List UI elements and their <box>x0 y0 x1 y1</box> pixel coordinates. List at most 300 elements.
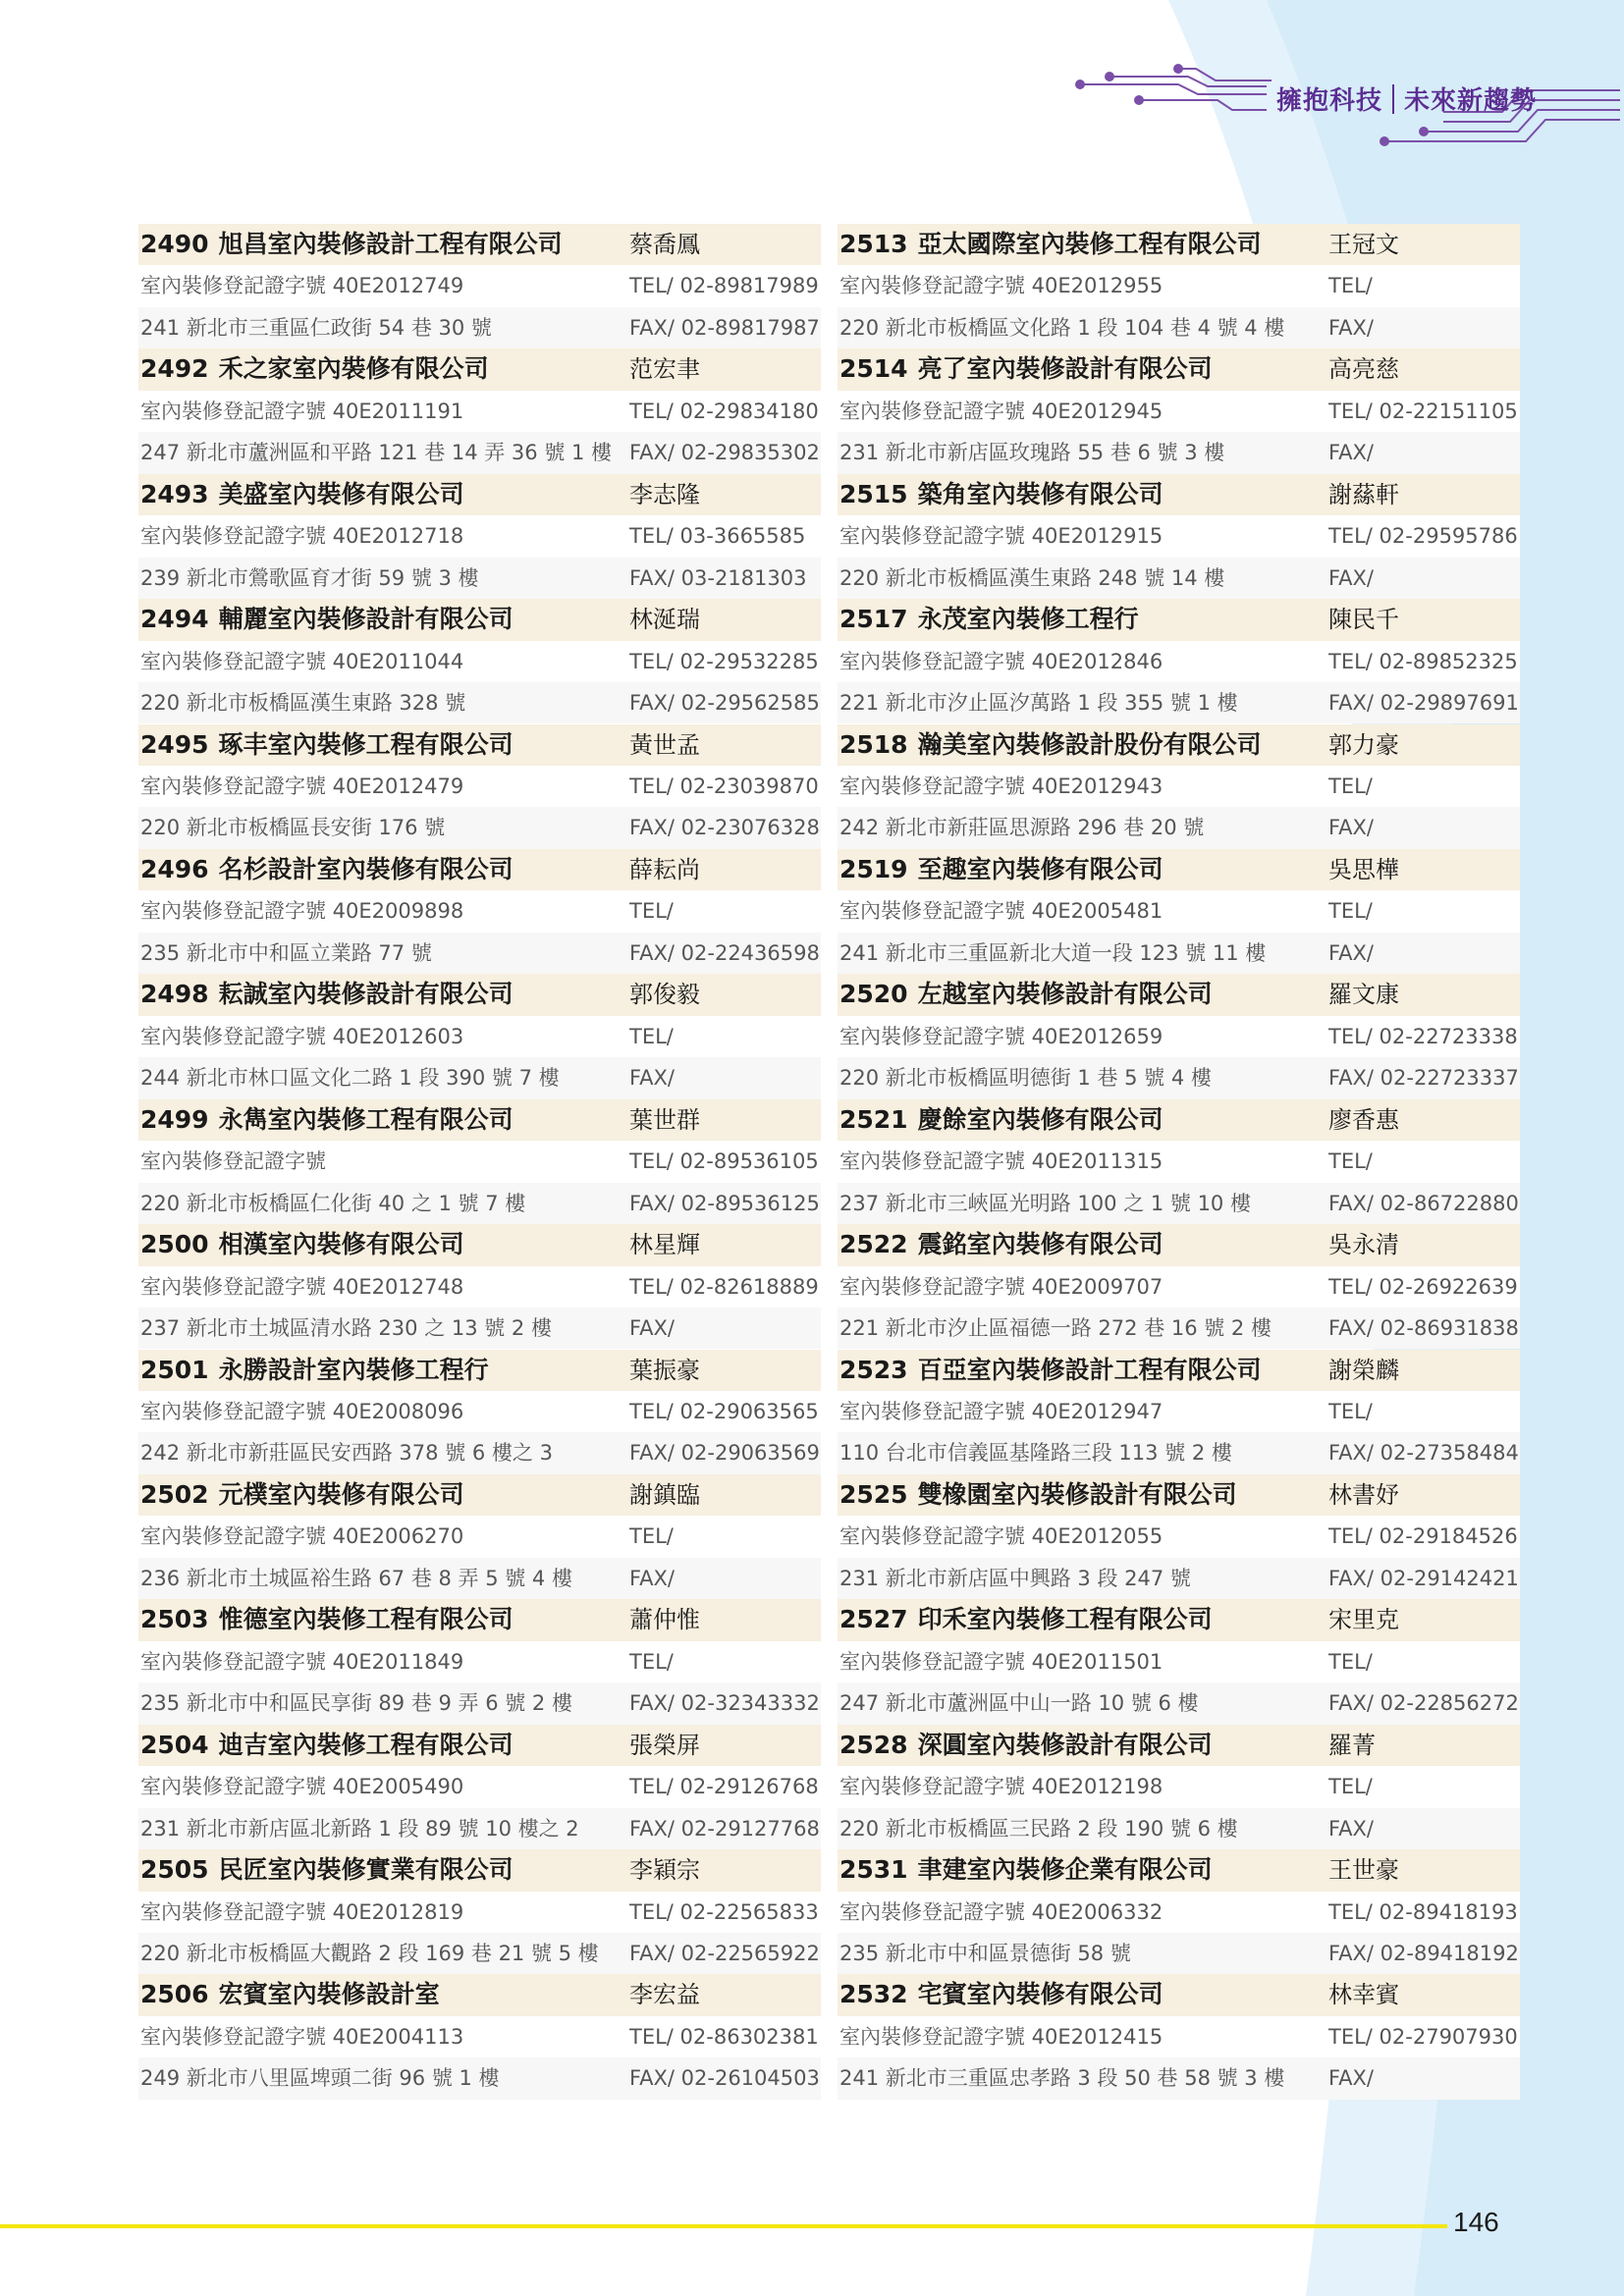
license-row <box>138 1766 821 1807</box>
company-name-row <box>838 1224 1520 1265</box>
tel-number: TEL/ <box>629 1024 674 1048</box>
license-number: 室內裝修登記證字號 40E2012947 <box>839 1399 1164 1423</box>
company-name: 亞太國際室內裝修工程有限公司 <box>917 230 1262 258</box>
address-row <box>838 2057 1520 2099</box>
company-entry <box>138 599 821 723</box>
license-number: 室內裝修登記證字號 40E2012415 <box>839 2024 1164 2049</box>
entry-number: 2504 <box>140 1730 209 1759</box>
company-entry <box>138 724 821 849</box>
company-entry <box>838 1599 1520 1724</box>
company-title <box>839 724 1321 766</box>
company-entry <box>838 849 1520 974</box>
contact-person: 羅菁 <box>1328 1731 1376 1759</box>
license-row <box>838 1892 1520 1933</box>
tel-number: TEL/ 02-29126768 <box>629 1775 819 1799</box>
license-row <box>838 2016 1520 2057</box>
fax-number: FAX/ 02-89418192 <box>1328 1941 1519 1965</box>
company-name: 惟德室內裝修工程有限公司 <box>218 1605 514 1634</box>
company-entry <box>138 1849 821 1974</box>
address-row <box>138 307 821 348</box>
address-row <box>138 1558 821 1599</box>
license-number: 室內裝修登記證字號 40E2011849 <box>140 1649 464 1674</box>
license-row <box>138 641 821 682</box>
contact-person: 張榮屏 <box>629 1731 700 1759</box>
entry-number: 2519 <box>839 854 908 883</box>
company-title <box>140 1224 622 1265</box>
fax-number: FAX/ 03-2181303 <box>629 565 807 590</box>
company-entry <box>838 724 1520 849</box>
license-number: 室內裝修登記證字號 40E2012915 <box>839 524 1164 549</box>
entry-number: 2515 <box>839 479 908 508</box>
contact-person: 林涎瑞 <box>629 606 700 634</box>
fax-number: FAX/ <box>629 1066 675 1091</box>
license-row <box>138 1016 821 1057</box>
tel-number: TEL/ 02-23039870 <box>629 774 819 798</box>
license-row <box>838 1266 1520 1308</box>
license-number: 室內裝修登記證字號 40E2012659 <box>839 1024 1164 1048</box>
company-entry <box>838 1849 1520 1974</box>
contact-person: 黃世孟 <box>629 730 700 759</box>
tel-number: TEL/ 02-26922639 <box>1328 1274 1518 1299</box>
address-row <box>838 1308 1520 1349</box>
address-row <box>838 1808 1520 1849</box>
company-name: 慶餘室內裝修有限公司 <box>917 1104 1164 1134</box>
tel-number: TEL/ 02-22723338 <box>1328 1024 1518 1048</box>
company-title <box>839 599 1321 640</box>
entry-number: 2502 <box>140 1479 209 1509</box>
license-row <box>138 890 821 932</box>
entry-number: 2501 <box>140 1355 209 1384</box>
company-entry <box>838 1725 1520 1849</box>
company-name: 百亞室內裝修設計工程有限公司 <box>917 1355 1262 1384</box>
license-number: 室內裝修登記證字號 40E2011501 <box>839 1649 1164 1674</box>
company-address: 247 新北市蘆洲區中山一路 10 號 6 樓 <box>839 1691 1199 1716</box>
company-name-row <box>838 1099 1520 1141</box>
company-entry <box>138 224 821 348</box>
address-row <box>838 1432 1520 1473</box>
entry-number: 2523 <box>839 1355 908 1384</box>
company-title <box>140 1099 622 1141</box>
license-number: 室內裝修登記證字號 40E2012603 <box>140 1024 464 1048</box>
tel-number: TEL/ <box>629 1649 674 1674</box>
tel-number: TEL/ 02-82618889 <box>629 1274 819 1299</box>
header-separator <box>1392 84 1394 114</box>
company-entry <box>138 849 821 974</box>
fax-number: FAX/ <box>1328 816 1374 840</box>
contact-person: 王冠文 <box>1328 231 1399 258</box>
tel-number: TEL/ 02-29595786 <box>1328 524 1518 549</box>
company-name-row <box>138 224 821 265</box>
fax-number: FAX/ <box>1328 565 1374 590</box>
company-address: 241 新北市三重區新北大道一段 123 號 11 樓 <box>839 940 1267 965</box>
company-title <box>839 1974 1321 2015</box>
company-entry <box>838 1099 1520 1224</box>
company-address: 249 新北市八里區埤頭二街 96 號 1 樓 <box>140 2066 500 2091</box>
entry-number: 2492 <box>140 354 209 384</box>
company-entry <box>838 974 1520 1098</box>
company-name: 雙橡園室內裝修設計有限公司 <box>917 1479 1237 1509</box>
address-row <box>138 1933 821 1974</box>
company-name-row <box>138 474 821 515</box>
company-title <box>140 599 622 640</box>
company-name: 民匠室內裝修實業有限公司 <box>218 1855 514 1885</box>
license-row <box>838 766 1520 807</box>
entry-number: 2527 <box>839 1605 908 1634</box>
tel-number: TEL/ <box>1328 1775 1373 1799</box>
address-row <box>138 933 821 974</box>
company-entry <box>838 1350 1520 1474</box>
company-address: 236 新北市土城區裕生路 67 巷 8 弄 5 號 4 樓 <box>140 1566 572 1590</box>
entry-number: 2514 <box>839 354 908 384</box>
contact-person: 葉振豪 <box>629 1356 700 1384</box>
address-row <box>838 682 1520 723</box>
entry-number: 2506 <box>140 1980 209 2009</box>
tel-number: TEL/ <box>629 899 674 924</box>
license-number: 室內裝修登記證字號 40E2005490 <box>140 1775 464 1799</box>
license-number: 室內裝修登記證字號 40E2008096 <box>140 1399 464 1423</box>
license-row <box>838 1391 1520 1432</box>
company-address: 220 新北市板橋區漢生東路 248 號 14 樓 <box>839 565 1225 590</box>
entry-number: 2498 <box>140 980 209 1009</box>
company-title <box>140 224 622 265</box>
company-name: 瀚美室內裝修設計股份有限公司 <box>917 729 1262 759</box>
entry-number: 2520 <box>839 980 908 1009</box>
company-name-row <box>838 724 1520 766</box>
tel-number: TEL/ <box>1328 1649 1373 1674</box>
tel-number: TEL/ 02-29184526 <box>1328 1524 1518 1549</box>
contact-person: 薛耘尚 <box>629 855 700 883</box>
fax-number: FAX/ <box>1328 2066 1374 2091</box>
directory-column-left <box>138 224 821 2100</box>
company-title <box>140 1725 622 1766</box>
company-address: 237 新北市土城區清水路 230 之 13 號 2 樓 <box>140 1316 552 1340</box>
fax-number: FAX/ 02-29063569 <box>629 1441 820 1466</box>
fax-number: FAX/ 02-23076328 <box>629 816 820 840</box>
entry-number: 2500 <box>140 1230 209 1259</box>
company-name: 禾之家室內裝修有限公司 <box>218 354 489 384</box>
company-title <box>839 348 1321 390</box>
tel-number: TEL/ 02-22151105 <box>1328 399 1518 423</box>
tel-number: TEL/ 02-29532285 <box>629 649 819 673</box>
company-entry <box>838 224 1520 348</box>
company-address: 235 新北市中和區景德街 58 號 <box>839 1941 1131 1965</box>
license-number: 室內裝修登記證字號 40E2012055 <box>839 1524 1164 1549</box>
license-row <box>138 1266 821 1308</box>
contact-person: 李志隆 <box>629 480 700 508</box>
company-name: 深圓室內裝修設計有限公司 <box>917 1730 1213 1759</box>
entry-number: 2531 <box>839 1855 908 1885</box>
tel-number: TEL/ 02-89536105 <box>629 1149 819 1174</box>
tel-number: TEL/ <box>1328 1149 1373 1174</box>
company-title <box>140 724 622 766</box>
company-name: 聿建室內裝修企業有限公司 <box>917 1855 1213 1885</box>
entry-number: 2494 <box>140 605 209 634</box>
header-title-left: 擁抱科技 <box>1276 86 1383 116</box>
entry-number: 2517 <box>839 605 908 634</box>
address-row <box>838 558 1520 599</box>
license-row <box>838 1641 1520 1682</box>
license-number: 室內裝修登記證字號 40E2012748 <box>140 1274 464 1299</box>
contact-person: 林星輝 <box>629 1231 700 1259</box>
address-row <box>138 1183 821 1224</box>
company-name-row <box>838 348 1520 390</box>
entry-number: 2522 <box>839 1230 908 1259</box>
company-entry <box>838 1474 1520 1599</box>
fax-number: FAX/ <box>629 1316 675 1340</box>
company-name: 至趣室內裝修有限公司 <box>917 854 1164 883</box>
company-entry <box>138 1974 821 2099</box>
company-name-row <box>138 1350 821 1391</box>
company-entry <box>138 474 821 599</box>
company-title <box>839 1350 1321 1391</box>
license-row <box>838 1016 1520 1057</box>
company-name: 宅賓室內裝修有限公司 <box>917 1980 1164 2009</box>
company-name: 築角室內裝修有限公司 <box>917 479 1164 508</box>
tel-number: TEL/ 02-89852325 <box>1328 649 1518 673</box>
tel-number: TEL/ <box>1328 899 1373 924</box>
company-name-row <box>138 1474 821 1516</box>
company-entry <box>138 1725 821 1849</box>
company-title <box>140 474 622 515</box>
entry-number: 2493 <box>140 479 209 508</box>
license-row <box>838 1766 1520 1807</box>
company-name-row <box>138 599 821 640</box>
company-title <box>140 1350 622 1391</box>
license-number: 室內裝修登記證字號 40E2012846 <box>839 649 1164 673</box>
company-name-row <box>838 474 1520 515</box>
contact-person: 蔡喬鳳 <box>629 231 700 258</box>
company-name: 名杉設計室內裝修有限公司 <box>218 854 514 883</box>
entry-number: 2518 <box>839 729 908 759</box>
address-row <box>838 1933 1520 1974</box>
company-name: 永雋室內裝修工程有限公司 <box>218 1104 514 1134</box>
entry-number: 2532 <box>839 1980 908 2009</box>
company-address: 220 新北市板橋區明德街 1 巷 5 號 4 樓 <box>839 1066 1212 1091</box>
address-row <box>138 2057 821 2099</box>
fax-number: FAX/ <box>1328 1816 1374 1841</box>
company-title <box>839 1725 1321 1766</box>
contact-person: 王世豪 <box>1328 1856 1399 1885</box>
company-name: 永勝設計室內裝修工程行 <box>218 1355 489 1384</box>
company-name-row <box>838 974 1520 1015</box>
directory-column-right <box>838 224 1520 2100</box>
company-address: 235 新北市中和區民享街 89 巷 9 弄 6 號 2 樓 <box>140 1691 572 1716</box>
entry-number: 2496 <box>140 854 209 883</box>
company-address: 231 新北市新店區中興路 3 段 247 號 <box>839 1566 1191 1590</box>
fax-number: FAX/ <box>1328 315 1374 340</box>
fax-number: FAX/ <box>1328 441 1374 465</box>
contact-person: 陳民千 <box>1328 606 1399 634</box>
company-entry <box>138 1099 821 1224</box>
entry-number: 2525 <box>839 1479 908 1509</box>
company-entry <box>138 1224 821 1349</box>
company-name: 印禾室內裝修工程有限公司 <box>917 1605 1213 1634</box>
company-address: 239 新北市鶯歌區育才街 59 號 3 樓 <box>140 565 479 590</box>
address-row <box>138 1808 821 1849</box>
company-title <box>839 1474 1321 1516</box>
company-address: 221 新北市汐止區福德一路 272 巷 16 號 2 樓 <box>839 1316 1272 1340</box>
address-row <box>838 1682 1520 1724</box>
license-row <box>138 391 821 432</box>
license-number: 室內裝修登記證字號 40E2012943 <box>839 774 1164 798</box>
address-row <box>138 1057 821 1098</box>
contact-person: 葉世群 <box>629 1105 700 1134</box>
fax-number: FAX/ <box>629 1566 675 1590</box>
license-row <box>138 1641 821 1682</box>
company-entry <box>138 1350 821 1474</box>
license-number: 室內裝修登記證字號 40E2012955 <box>839 274 1164 298</box>
company-address: 221 新北市汐止區汐萬路 1 段 355 號 1 樓 <box>839 691 1238 716</box>
company-name: 美盛室內裝修有限公司 <box>218 479 464 508</box>
contact-person: 李穎宗 <box>629 1856 700 1885</box>
company-name-row <box>138 1725 821 1766</box>
company-entry <box>838 348 1520 473</box>
license-number: 室內裝修登記證字號 40E2011044 <box>140 649 464 673</box>
company-title <box>839 1599 1321 1640</box>
license-row <box>138 265 821 306</box>
contact-person: 宋里克 <box>1328 1606 1399 1634</box>
company-entry <box>138 974 821 1098</box>
company-address: 220 新北市板橋區長安街 176 號 <box>140 816 446 840</box>
fax-number: FAX/ 02-29142421 <box>1328 1566 1519 1590</box>
company-title <box>140 1599 622 1640</box>
company-name-row <box>838 1725 1520 1766</box>
company-address: 220 新北市板橋區三民路 2 段 190 號 6 樓 <box>839 1816 1238 1841</box>
company-name: 琢丰室內裝修工程有限公司 <box>218 729 514 759</box>
company-name-row <box>838 1849 1520 1891</box>
license-number: 室內裝修登記證字號 40E2012479 <box>140 774 464 798</box>
fax-number: FAX/ 02-29835302 <box>629 441 820 465</box>
address-row <box>838 1558 1520 1599</box>
company-name-row <box>138 1974 821 2015</box>
fax-number: FAX/ 02-89536125 <box>629 1191 820 1215</box>
license-number: 室內裝修登記證字號 40E2009898 <box>140 899 464 924</box>
company-name: 旭昌室內裝修設計工程有限公司 <box>218 230 563 258</box>
license-number: 室內裝修登記證字號 40E2011191 <box>140 399 464 423</box>
company-address: 247 新北市蘆洲區和平路 121 巷 14 弄 36 號 1 樓 <box>140 441 613 465</box>
address-row <box>838 307 1520 348</box>
fax-number: FAX/ 02-29127768 <box>629 1816 820 1841</box>
company-address: 231 新北市新店區玫瑰路 55 巷 6 號 3 樓 <box>839 441 1225 465</box>
company-name-row <box>838 1350 1520 1391</box>
address-row <box>138 1432 821 1473</box>
company-address: 242 新北市新莊區民安西路 378 號 6 樓之 3 <box>140 1441 553 1466</box>
company-name-row <box>138 348 821 390</box>
entry-number: 2495 <box>140 729 209 759</box>
fax-number: FAX/ 02-27358484 <box>1328 1441 1519 1466</box>
license-row <box>138 766 821 807</box>
address-row <box>138 1682 821 1724</box>
contact-person: 范宏聿 <box>629 355 700 384</box>
fax-number: FAX/ 02-22436598 <box>629 940 820 965</box>
fax-number: FAX/ 02-29562585 <box>629 691 820 716</box>
address-row <box>138 807 821 848</box>
company-address: 244 新北市林口區文化二路 1 段 390 號 7 樓 <box>140 1066 560 1091</box>
contact-person: 高亮慈 <box>1328 355 1399 384</box>
company-entry <box>138 348 821 473</box>
contact-person: 羅文康 <box>1328 981 1399 1009</box>
license-row <box>838 641 1520 682</box>
company-title <box>140 348 622 390</box>
company-entry <box>838 1224 1520 1349</box>
contact-person: 謝鎮臨 <box>629 1480 700 1509</box>
company-address: 110 台北市信義區基隆路三段 113 號 2 樓 <box>839 1441 1232 1466</box>
company-address: 220 新北市板橋區大觀路 2 段 169 巷 21 號 5 樓 <box>140 1941 599 1965</box>
license-number: 室內裝修登記證字號 40E2004113 <box>140 2024 464 2049</box>
company-name-row <box>138 1599 821 1640</box>
entry-number: 2499 <box>140 1104 209 1134</box>
company-entry <box>138 1474 821 1599</box>
license-number: 室內裝修登記證字號 40E2006332 <box>839 1899 1164 1924</box>
company-title <box>839 1224 1321 1265</box>
license-row <box>838 265 1520 306</box>
contact-person: 李宏益 <box>629 1981 700 2009</box>
tel-number: TEL/ 02-89817989 <box>629 274 819 298</box>
fax-number: FAX/ 02-22723337 <box>1328 1066 1519 1091</box>
fax-number: FAX/ 02-26104503 <box>629 2066 820 2091</box>
address-row <box>138 682 821 723</box>
company-address: 231 新北市新店區北新路 1 段 89 號 10 樓之 2 <box>140 1816 579 1841</box>
company-name: 宏賓室內裝修設計室 <box>218 1980 440 2009</box>
company-name-row <box>138 724 821 766</box>
company-title <box>839 974 1321 1015</box>
footer-line <box>0 2224 1447 2228</box>
license-row <box>138 515 821 557</box>
license-row <box>138 2016 821 2057</box>
address-row <box>838 807 1520 848</box>
fax-number: FAX/ 02-32343332 <box>629 1691 820 1716</box>
tel-number: TEL/ <box>1328 1399 1373 1423</box>
license-number: 室內裝修登記證字號 40E2005481 <box>839 899 1164 924</box>
company-address: 235 新北市中和區立業路 77 號 <box>140 940 432 965</box>
fax-number: FAX/ 02-22565922 <box>629 1941 820 1965</box>
fax-number: FAX/ 02-29897691 <box>1328 691 1519 716</box>
contact-person: 林書妤 <box>1328 1480 1399 1509</box>
entry-number: 2521 <box>839 1104 908 1134</box>
fax-number: FAX/ 02-86931838 <box>1328 1316 1519 1340</box>
license-row <box>138 1892 821 1933</box>
company-name-row <box>838 849 1520 890</box>
company-name: 永茂室內裝修工程行 <box>917 605 1139 634</box>
fax-number: FAX/ <box>1328 940 1374 965</box>
license-row <box>838 1141 1520 1182</box>
license-row <box>138 1391 821 1432</box>
fax-number: FAX/ 02-22856272 <box>1328 1691 1519 1716</box>
contact-person: 謝蕬軒 <box>1328 480 1399 508</box>
company-title <box>839 1099 1321 1141</box>
address-row <box>838 1057 1520 1098</box>
tel-number: TEL/ 02-86302381 <box>629 2024 819 2049</box>
tel-number: TEL/ <box>629 1524 674 1549</box>
company-name: 左越室內裝修設計有限公司 <box>917 980 1213 1009</box>
company-name-row <box>838 1474 1520 1516</box>
company-address: 220 新北市板橋區文化路 1 段 104 巷 4 號 4 樓 <box>839 315 1285 340</box>
fax-number: FAX/ 02-86722880 <box>1328 1191 1519 1215</box>
tel-number: TEL/ 03-3665585 <box>629 524 806 549</box>
address-row <box>838 432 1520 473</box>
entry-number: 2528 <box>839 1730 908 1759</box>
contact-person: 吳思樺 <box>1328 855 1399 883</box>
tel-number: TEL/ 02-22565833 <box>629 1899 819 1924</box>
entry-number: 2490 <box>140 230 209 258</box>
address-row <box>838 933 1520 974</box>
company-name-row <box>838 224 1520 265</box>
contact-person: 謝榮麟 <box>1328 1356 1399 1384</box>
company-address: 242 新北市新莊區思源路 296 巷 20 號 <box>839 816 1205 840</box>
company-title <box>140 1849 622 1891</box>
header-title <box>1276 80 1537 117</box>
address-row <box>138 432 821 473</box>
